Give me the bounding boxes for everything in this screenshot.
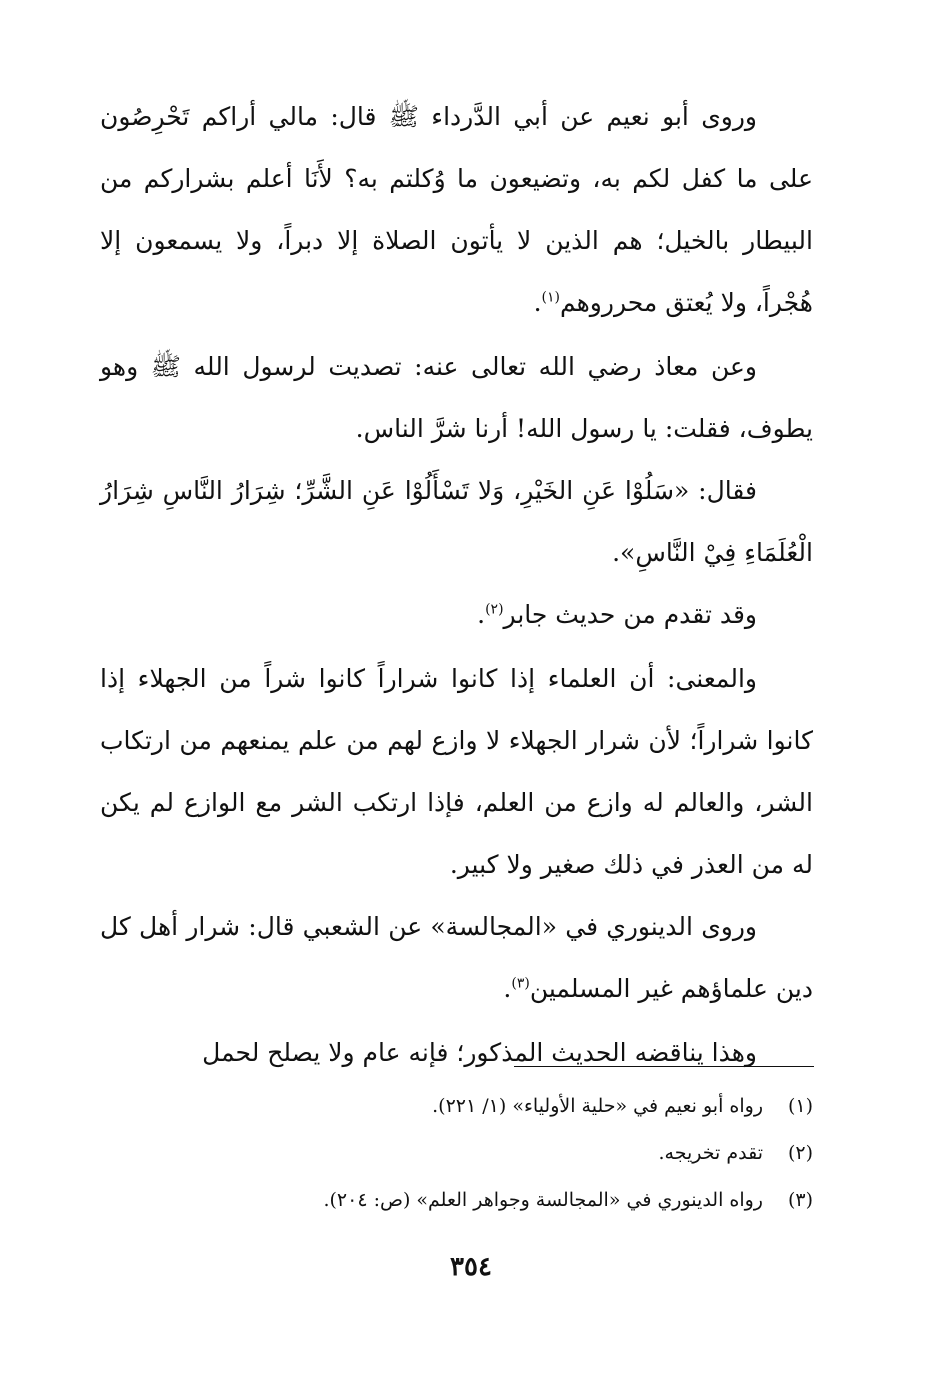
paragraph-meaning: [100, 648, 813, 896]
footnote-item: [100, 1177, 813, 1224]
footnote-number: (٢): [787, 1142, 813, 1164]
footnote-text: رواه أبو نعيم في «حلية الأولياء» (١/ ٢٢١).: [432, 1095, 763, 1117]
paragraph-dinawari: [100, 896, 813, 1020]
footnote-number: (٣): [787, 1189, 813, 1211]
paragraph-hadith: [100, 460, 813, 584]
paragraph-text: وعن معاذ رضي الله تعالى عنه: تصديت لرسول الله ﷺ وهو يطوف، فقلت: يا رسول الله! أرنا شرَّ الناس.: [100, 352, 813, 443]
footnote-divider: [514, 1066, 814, 1067]
paragraph-text: وهذا يناقضه الحديث المذكور؛ فإنه عام ولا يصلح لحمل: [202, 1038, 757, 1067]
paragraph-text: والمعنى: أن العلماء إذا كانوا شراراً كانوا شراً من الجهلاء إذا كانوا شراراً؛ لأن شرار الجهلاء لا وازع لهم من علم يمنعهم من ارتكاب الشر، والعالم له وازع من العلم، فإذا ارتكب الشر مع الوازع لم يكن له من العذر في ذلك صغير ولا كبير.: [100, 664, 813, 879]
footnote-number: (١): [787, 1095, 813, 1117]
footnote-item: [100, 1083, 813, 1130]
paragraph-end: .: [503, 974, 512, 1003]
paragraph-abu-darda: [100, 86, 813, 334]
footnotes: [100, 1083, 813, 1224]
paragraph-text: وروى أبو نعيم عن أبي الدَّرداء ﷺ قال: مالي أراكم تَحْرِصُون على ما كفل لكم به، وتضيعون ما وُكلتم به؟ لأَنَا أعلم بشراركم من البيطار بالخيل؛ هم الذين لا يأتون الصلاة إلا دبراً، ولا يسمعون إلا هُجْراً، ولا يُعتق محرروهم: [100, 102, 813, 317]
page-number: ٣٥٤: [450, 1252, 492, 1282]
paragraph-end: .: [477, 600, 486, 629]
footnote-text: تقدم تخريجه.: [658, 1142, 763, 1164]
paragraph-text: وروى الدينوري في «المجالسة» عن الشعبي قال: شرار أهل كل دين علماؤهم غير المسلمين: [100, 912, 813, 1003]
paragraph-end: .: [533, 288, 542, 317]
footnote-text: رواه الدينوري في «المجالسة وجواهر العلم» (ص: ٢٠٤).: [323, 1189, 763, 1211]
paragraph-muadh: [100, 336, 813, 460]
paragraph-contradiction: [100, 1022, 813, 1084]
footnote-item: [100, 1130, 813, 1177]
paragraph-text: وقد تقدم من حديث جابر: [503, 600, 757, 629]
footnote-ref: (٢): [485, 601, 504, 618]
paragraph-text: فقال: «سَلُوْا عَنِ الخَيْرِ، وَلا تَسْأَلُوْا عَنِ الشَّرِّ؛ شِرَارُ النَّاسِ شِرَارُ الْعُلَمَاءِ فِيْ النَّاسِ».: [100, 476, 813, 567]
main-text: [100, 86, 813, 1084]
footnote-ref: (٣): [511, 975, 530, 992]
paragraph-jabir: [100, 584, 813, 646]
footnote-ref: (١): [541, 289, 560, 306]
